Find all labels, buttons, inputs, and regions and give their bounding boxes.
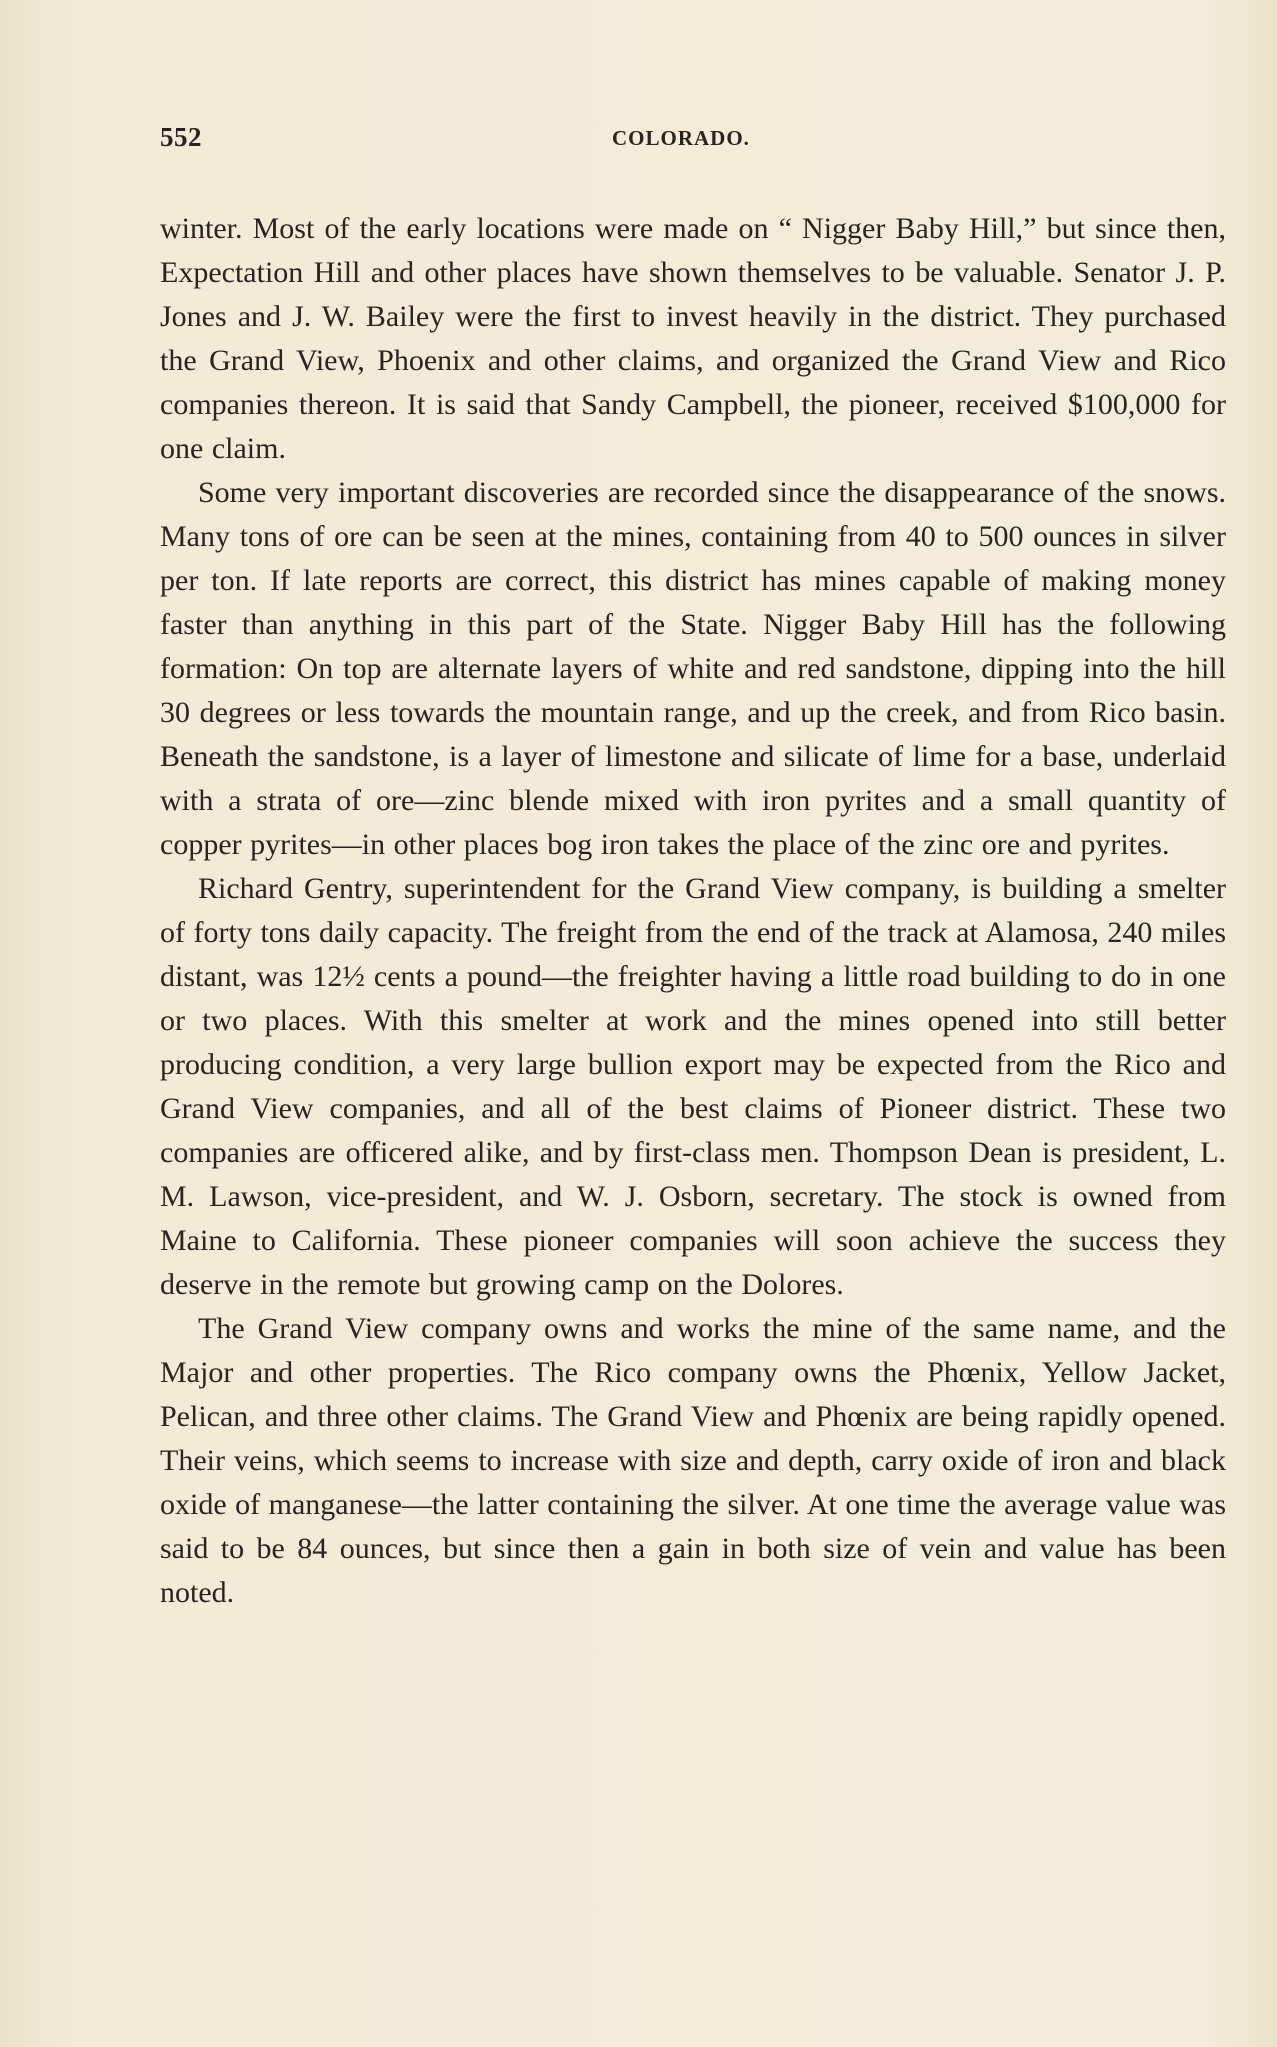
running-title: COLORADO. [612,126,750,150]
paragraph-smelter: Richard Gentry, superintendent for the Grand View company, is building a smelter of forty tons daily capacity. The freight from the end of the track at Alamosa, 240 miles distant, was 12½ cents a pound—the freighter having a little road building to do in one or two places. With this smelter at work and the mines opened into still better producing condition, a very large bullion export may be expected from the Rico and Grand View companies, and all of the best claims of Pioneer district. These two companies are officered alike, and by first-class men. Thompson Dean is president, L. M. Lawson, vice-president, and W. J. Osborn, secretary. The stock is owned from Maine to California. These pioneer companies will soon achieve the success they deserve in the remote but growing camp on the Dolores. [160,872,1226,1301]
page-number: 552 [160,122,202,152]
paragraph-discoveries: Some very important discoveries are recorded since the disappearance of the snows. Many tons of ore can be seen at the mines, containing from 40 to 500 ounces in silver per ton. If late reports are correct, this district has mines capable of making money faster than anything in this part of the State. Nigger Baby Hill has the following formation: On top are alternate layers of white and red sandstone, dipping into the hill 30 degrees or less towards the mountain range, and up the creek, and from Rico basin. Beneath the sandstone, is a layer of limestone and silicate of lime for a base, underlaid with a strata of ore—zinc blende mixed with iron pyrites and a small quantity of copper pyrites—in other places bog iron takes the place of the zinc ore and pyrites. [160,476,1226,861]
body-text [160,207,1226,1615]
paragraph-companies: The Grand View company owns and works the mine of the same name, and the Major and other properties. The Rico company owns the Phœnix, Yellow Jacket, Pelican, and three other claims. The Grand View and Phœnix are being rapidly opened. Their veins, which seems to increase with size and depth, carry oxide of iron and black oxide of manganese—the latter containing the silver. At one time the average value was said to be 84 ounces, but since then a gain in both size of vein and value has been noted. [160,1312,1226,1609]
running-head [160,122,1226,158]
paragraph-continuation: winter. Most of the early locations were made on “ Nigger Baby Hill,” but since then, Expectation Hill and other places have shown themselves to be valuable. Senator J. P. Jones and J. W. Bailey were the first to invest heavily in the district. They purchased the Grand View, Phoenix and other claims, and organized the Grand View and Rico companies thereon. It is said that Sandy Campbell, the pioneer, received $100,000 for one claim. [160,212,1226,465]
